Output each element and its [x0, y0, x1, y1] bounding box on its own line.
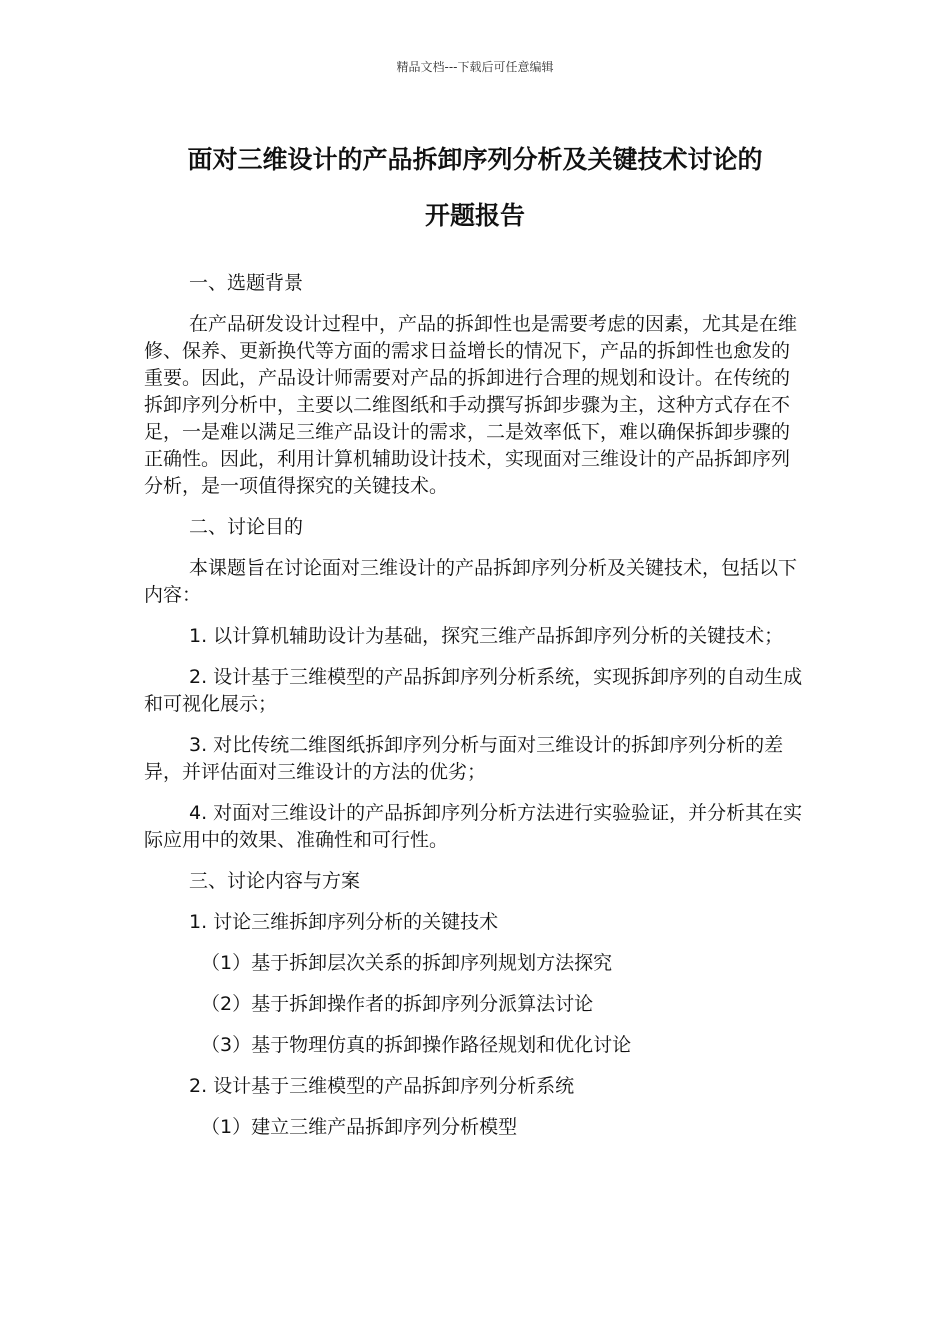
- section-heading-content: 三、讨论内容与方案: [189, 870, 361, 892]
- content-item-1: 1. 讨论三维拆卸序列分析的关键技术: [189, 911, 499, 933]
- purpose-item-1: 1. 以计算机辅助设计为基础，探究三维产品拆卸序列分析的关键技术；: [189, 625, 784, 647]
- content-item-1-sub-1: （1）基于拆卸层次关系的拆卸序列规划方法探究: [201, 952, 613, 974]
- purpose-item-4: 4. 对面对三维设计的产品拆卸序列分析方法进行实验验证，并分析其在实际应用中的效果、准确性和可行性。: [144, 802, 803, 851]
- content-item-2: 2. 设计基于三维模型的产品拆卸序列分析系统: [189, 1075, 575, 1097]
- content-item-1-sub-2: （2）基于拆卸操作者的拆卸序列分派算法讨论: [201, 993, 594, 1015]
- background-paragraph: 在产品研发设计过程中，产品的拆卸性也是需要考虑的因素，尤其是在维修、保养、更新换代等方面的需求日益增长的情况下，产品的拆卸性也愈发的重要。因此，产品设计师需要对产品的拆卸进行合理的规划和设计。在传统的拆卸序列分析中，主要以二维图纸和手动撰写拆卸步骤为主，这种方式存在不足，一是难以满足三维产品设计的需求，二是效率低下，难以确保拆卸步骤的正确性。因此，利用计算机辅助设计技术，实现面对三维设计的产品拆卸序列分析，是一项值得探究的关键技术。: [144, 313, 798, 497]
- document-title-line-1: 面对三维设计的产品拆卸序列分析及关键技术讨论的: [187, 145, 763, 174]
- purpose-intro-paragraph: 本课题旨在讨论面对三维设计的产品拆卸序列分析及关键技术，包括以下内容：: [144, 557, 798, 606]
- content-item-2-sub-1: （1）建立三维产品拆卸序列分析模型: [201, 1116, 518, 1138]
- page-header: 精品文档---下载后可任意编辑: [396, 60, 554, 74]
- purpose-item-2: 2. 设计基于三维模型的产品拆卸序列分析系统，实现拆卸序列的自动生成和可视化展示；: [144, 666, 803, 715]
- document-title-line-2: 开题报告: [424, 201, 525, 230]
- section-heading-background: 一、选题背景: [189, 272, 304, 294]
- document-body: [144, 270, 806, 1141]
- content-item-1-sub-3: （3）基于物理仿真的拆卸操作路径规划和优化讨论: [201, 1034, 632, 1056]
- section-heading-purpose: 二、讨论目的: [189, 516, 304, 538]
- purpose-item-3: 3. 对比传统二维图纸拆卸序列分析与面对三维设计的拆卸序列分析的差异，并评估面对三维设计的方法的优劣；: [144, 734, 784, 783]
